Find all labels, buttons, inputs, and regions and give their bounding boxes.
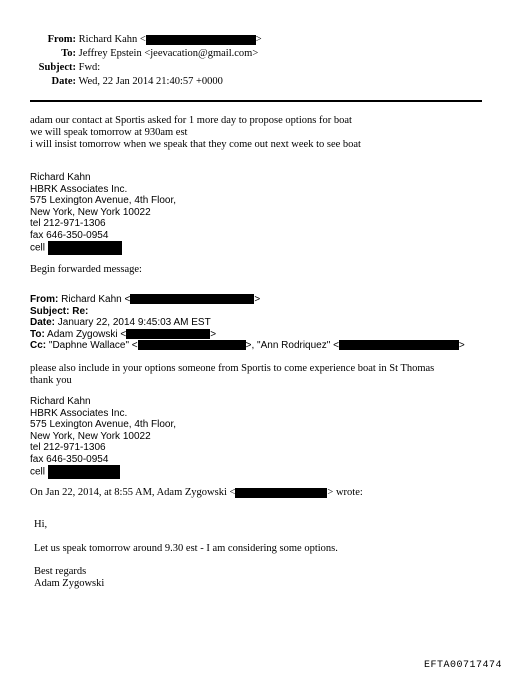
- body-line: i will insist tomorrow when we speak that they come out next week to see boat: [30, 139, 361, 150]
- header-date-value: Wed, 22 Jan 2014 21:40:57 +0000: [78, 76, 223, 87]
- header-to-label: To:: [61, 48, 76, 59]
- forwarded-date-value: January 22, 2014 9:45:03 AM EST: [57, 317, 211, 328]
- header-to-value: Jeffrey Epstein <jeevacation@gmail.com>: [78, 48, 259, 59]
- signature-company: HBRK Associates Inc.: [30, 183, 128, 195]
- signature-tel: tel 212-971-1306: [30, 442, 106, 453]
- body-line: adam our contact at Sportis asked for 1 more day to propose options for boat: [30, 115, 352, 126]
- redaction-box: [235, 488, 327, 498]
- forwarded-to-row: [30, 329, 465, 341]
- header-to-row: [30, 48, 258, 59]
- redaction-box: [130, 294, 254, 304]
- signature-block-forwarded: [30, 396, 176, 479]
- header-subject-value: Fwd:: [78, 62, 101, 73]
- document-id: EFTA00717474: [424, 660, 503, 671]
- signature-cell: cell: [30, 466, 46, 478]
- quoted-message: Let us speak tomorrow around 9.30 est - I am considering some options.: [34, 543, 338, 554]
- forwarded-subject-label: Subject:: [30, 305, 70, 317]
- quoted-name: Adam Zygowski: [34, 578, 105, 589]
- header-date-row: [30, 76, 223, 87]
- forwarded-date-row: [30, 317, 465, 329]
- header-from-end: >: [255, 34, 262, 45]
- quoted-closing: Best regards: [34, 566, 87, 577]
- forwarded-body-line: thank you: [30, 375, 72, 386]
- redaction-box: [146, 35, 256, 45]
- signature-cell-row: [30, 241, 176, 255]
- redaction-box: [126, 329, 210, 339]
- signature-address-line: New York, New York 10022: [30, 206, 151, 218]
- header-date-label: Date:: [51, 76, 76, 87]
- signature-cell-row: [30, 465, 176, 479]
- message-body: [30, 115, 361, 151]
- signature-address-line: New York, New York 10022: [30, 430, 151, 442]
- signature-fax: fax 646-350-0954: [30, 453, 109, 465]
- forwarded-body: [30, 363, 434, 387]
- forward-intro: Begin forwarded message:: [30, 264, 142, 275]
- forwarded-from-value: Richard Kahn <: [61, 294, 131, 305]
- quoted-signoff: [34, 566, 104, 590]
- signature-cell: cell: [30, 242, 46, 254]
- header-from-value: Richard Kahn <: [78, 34, 146, 45]
- signature-address-line: 575 Lexington Avenue, 4th Floor,: [30, 419, 177, 430]
- forwarded-cc-end: >: [458, 340, 465, 351]
- forwarded-cc-value: "Daphne Wallace" <: [48, 340, 138, 351]
- forwarded-cc-mid: >, "Ann Rodriquez" <: [245, 340, 339, 351]
- redaction-box: [339, 340, 459, 350]
- quote-intro-end: > wrote:: [327, 487, 363, 498]
- forwarded-to-end: >: [210, 328, 217, 340]
- redaction-box: [138, 340, 246, 350]
- signature-address-line: 575 Lexington Avenue, 4th Floor,: [30, 195, 177, 206]
- header-divider: [30, 100, 482, 102]
- header-subject-row: [30, 62, 100, 73]
- forwarded-cc-label: Cc:: [30, 340, 47, 351]
- forwarded-body-line: please also include in your options someone from Sportis to come experience boat in St Thomas: [30, 363, 435, 374]
- body-line: we will speak tomorrow at 930am est: [30, 127, 188, 138]
- forwarded-header: [30, 294, 465, 352]
- redaction-box: [48, 465, 120, 479]
- forwarded-to-label: To:: [30, 328, 45, 340]
- header-subject-label: Subject:: [38, 62, 76, 73]
- forwarded-from-label: From:: [30, 294, 59, 305]
- signature-name: Richard Kahn: [30, 172, 91, 183]
- forwarded-cc-row: [30, 340, 465, 352]
- redaction-box: [48, 241, 122, 255]
- forwarded-subject-value: Re:: [72, 305, 89, 317]
- quoted-greeting: Hi,: [34, 519, 48, 530]
- signature-fax: fax 646-350-0954: [30, 229, 109, 241]
- forwarded-from-row: [30, 294, 465, 306]
- forwarded-subject-row: [30, 306, 465, 318]
- quote-intro: [30, 487, 363, 498]
- forwarded-from-end: >: [254, 294, 261, 305]
- signature-name: Richard Kahn: [30, 396, 91, 407]
- forwarded-to-value: Adam Zygowski <: [47, 328, 127, 340]
- signature-block: [30, 172, 176, 255]
- signature-company: HBRK Associates Inc.: [30, 407, 128, 419]
- forwarded-date-label: Date:: [30, 317, 56, 328]
- header-from-label: From:: [47, 34, 76, 45]
- signature-tel: tel 212-971-1306: [30, 218, 106, 229]
- quote-intro-start: On Jan 22, 2014, at 8:55 AM, Adam Zygowski <: [30, 487, 236, 498]
- header-from-row: [30, 34, 262, 45]
